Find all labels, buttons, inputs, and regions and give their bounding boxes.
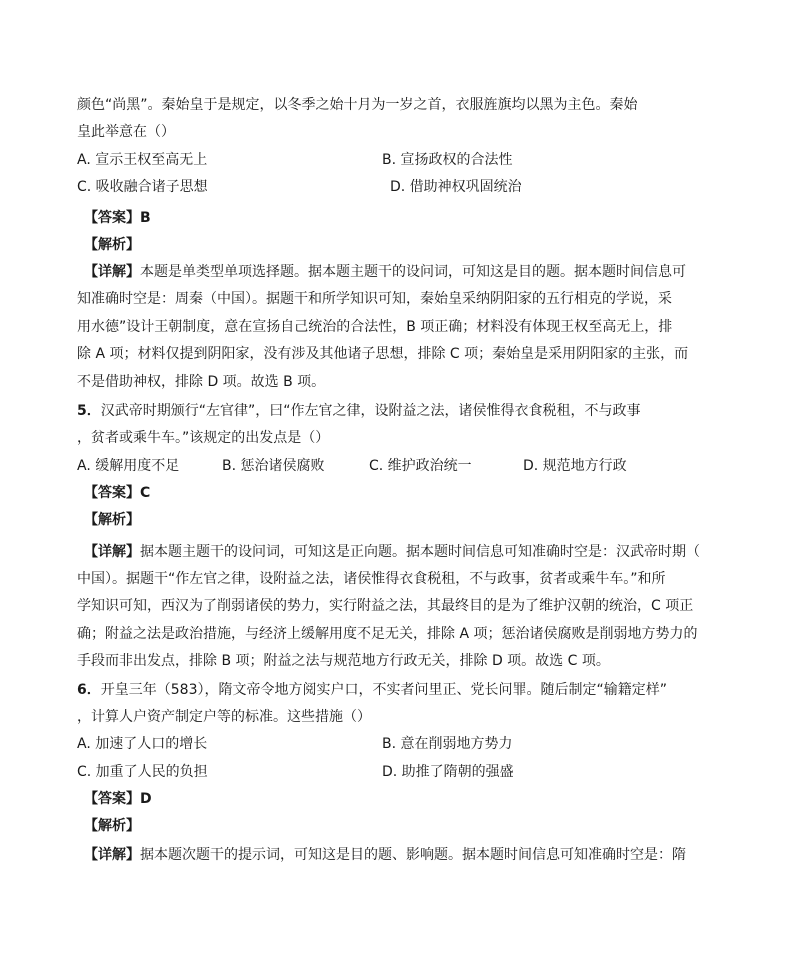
- q6-option-a: A. 加速了人口的增长: [77, 736, 208, 752]
- answer-value: D: [140, 791, 152, 807]
- q4-option-b: B. 宣扬政权的合法性: [382, 152, 513, 168]
- q5-stem-line1: [77, 402, 641, 420]
- detail-text: 据本题主题干的设问词，可知这是正向题。据本题时间信息可知准确时空是：汉武帝时期（: [140, 544, 700, 560]
- q4-answer: [84, 209, 151, 227]
- detail-text: 本题是单类型单项选择题。据本题主题干的设问词，可知这是目的题。据本题时间信息可: [140, 264, 686, 280]
- q4-detail-line2: 知准确时空是：周秦（中国）。据题干和所学知识可知，秦始皇采纳阴阳家的五行相克的学说，采: [77, 291, 672, 307]
- q6-option-b: B. 意在削弱地方势力: [382, 736, 513, 752]
- q4-option-c: C. 吸收融合诸子思想: [77, 179, 208, 195]
- answer-value: B: [140, 210, 151, 226]
- q4-analysis-tag: 【解析】: [84, 237, 140, 253]
- q6-option-c: C. 加重了人民的负担: [77, 764, 208, 780]
- q4-stem-line1: 颜色“尚黑”。秦始皇于是规定，以冬季之始十月为一岁之首，衣服旌旗均以黑为主色。秦始: [77, 97, 638, 113]
- answer-tag: 【答案】: [84, 791, 140, 807]
- q4-detail-line1: [84, 263, 686, 281]
- detail-tag: 【详解】: [84, 264, 140, 280]
- q4-detail-line4: 除 A 项；材料仅提到阴阳家，没有涉及其他诸子思想，排除 C 项；秦始皇是采用阴阳家的主张，而: [77, 346, 689, 362]
- q6-answer: [84, 790, 152, 808]
- q4-option-d: D. 借助神权巩固统治: [390, 179, 522, 195]
- stem-text: 汉武帝时期颁行“左官律”，曰“作左官之律，设附益之法，诸侯惟得衣食税租，不与政事: [100, 403, 641, 419]
- stem-text: 开皇三年（583），隋文帝令地方阅实户口，不实者问里正、党长问罪。随后制定“输籍定样”: [100, 682, 667, 698]
- q5-option-c: C. 维护政治统一: [369, 458, 472, 474]
- q6-detail-line1: [84, 846, 686, 864]
- q5-detail-line2: 中国）。据题干“作左官之律，设附益之法，诸侯惟得衣食税租，不与政事，贫者或乘牛车。”和所: [77, 571, 666, 587]
- q5-stem-line2: ，贫者或乘牛车。”该规定的出发点是（）: [77, 430, 330, 446]
- detail-text: 据本题次题干的提示词，可知这是目的题、影响题。据本题时间信息可知准确时空是：隋: [140, 847, 686, 863]
- q4-option-a: A. 宣示王权至高无上: [77, 152, 208, 168]
- q5-detail-line4: 确；附益之法是政治措施，与经济上缓解用度不足无关，排除 A 项；惩治诸侯腐败是削弱地方势力的: [77, 626, 698, 642]
- q5-option-b: B. 惩治诸侯腐败: [222, 458, 325, 474]
- question-number: 5．: [77, 403, 101, 419]
- q5-option-d: D. 规范地方行政: [523, 458, 627, 474]
- q6-option-d: D. 助推了隋朝的强盛: [382, 764, 514, 780]
- q6-analysis-tag: 【解析】: [84, 818, 140, 834]
- q5-option-a: A. 缓解用度不足: [77, 458, 180, 474]
- q5-analysis-tag: 【解析】: [84, 512, 140, 528]
- q5-answer: [84, 484, 150, 502]
- q5-detail-line3: 学知识可知，西汉为了削弱诸侯的势力，实行附益之法，其最终目的是为了维护汉朝的统治，C 项正: [77, 598, 694, 614]
- q4-stem-line2: 皇此举意在（）: [77, 124, 175, 140]
- detail-tag: 【详解】: [84, 544, 140, 560]
- question-number: 6．: [77, 682, 101, 698]
- q6-stem-line1: [77, 681, 667, 699]
- q5-detail-line5: 手段而非出发点，排除 B 项；附益之法与规范地方行政无关，排除 D 项。故选 C 项。: [77, 653, 610, 669]
- detail-tag: 【详解】: [84, 847, 140, 863]
- answer-value: C: [140, 485, 151, 501]
- answer-tag: 【答案】: [84, 210, 140, 226]
- q4-detail-line5: 不是借助神权，排除 D 项。故选 B 项。: [77, 374, 326, 390]
- q6-stem-line2: ，计算人户资产制定户等的标准。这些措施（）: [77, 709, 371, 725]
- q5-detail-line1: [84, 543, 700, 561]
- q4-detail-line3: 用水德”设计王朝制度，意在宣扬自己统治的合法性，B 项正确；材料没有体现王权至高无上，排: [77, 319, 673, 335]
- answer-tag: 【答案】: [84, 485, 140, 501]
